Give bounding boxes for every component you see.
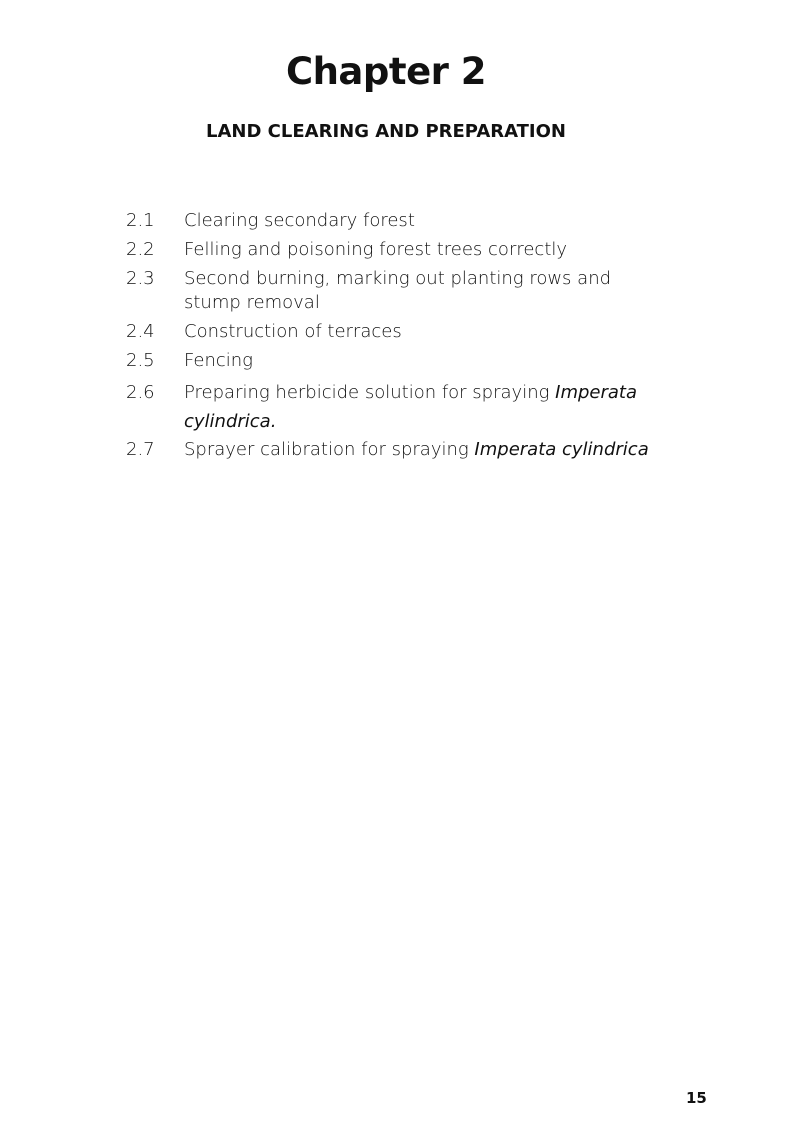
toc-title: Preparing herbicide solution for spraying Imperata cylindrica. — [184, 382, 638, 432]
toc-title-italic: Imperata cylindrica. — [184, 382, 638, 432]
toc-title: Second burning, marking out planting rows and stump removal — [184, 268, 612, 313]
toc-title: Felling and poisoning forest trees correctly — [184, 239, 568, 260]
toc-title: Clearing secondary forest — [184, 210, 415, 231]
toc-number: 2.1 — [126, 210, 155, 231]
toc-entry-2-6 — [126, 378, 666, 436]
toc-entry-2-2 — [126, 238, 666, 262]
page-number: 15 — [686, 1089, 707, 1107]
table-of-contents — [126, 209, 666, 467]
toc-number: 2.2 — [126, 239, 155, 260]
toc-entry-2-1 — [126, 209, 666, 233]
toc-title: Fencing — [184, 350, 253, 371]
toc-title: Sprayer calibration for spraying Imperata cylindrica — [184, 439, 649, 460]
toc-number: 2.5 — [126, 350, 155, 371]
toc-title-italic: Imperata cylindrica — [474, 439, 649, 460]
toc-number: 2.4 — [126, 321, 155, 342]
toc-entry-2-7 — [126, 438, 666, 462]
toc-number: 2.3 — [126, 268, 155, 289]
chapter-title: Chapter 2 — [285, 50, 487, 93]
toc-number: 2.6 — [126, 382, 155, 403]
toc-entry-2-5 — [126, 349, 666, 373]
toc-number: 2.7 — [126, 439, 155, 460]
toc-title: Construction of terraces — [184, 321, 402, 342]
chapter-subtitle: LAND CLEARING AND PREPARATION — [206, 121, 566, 142]
toc-entry-2-4 — [126, 320, 666, 344]
toc-entry-2-3 — [126, 267, 666, 315]
